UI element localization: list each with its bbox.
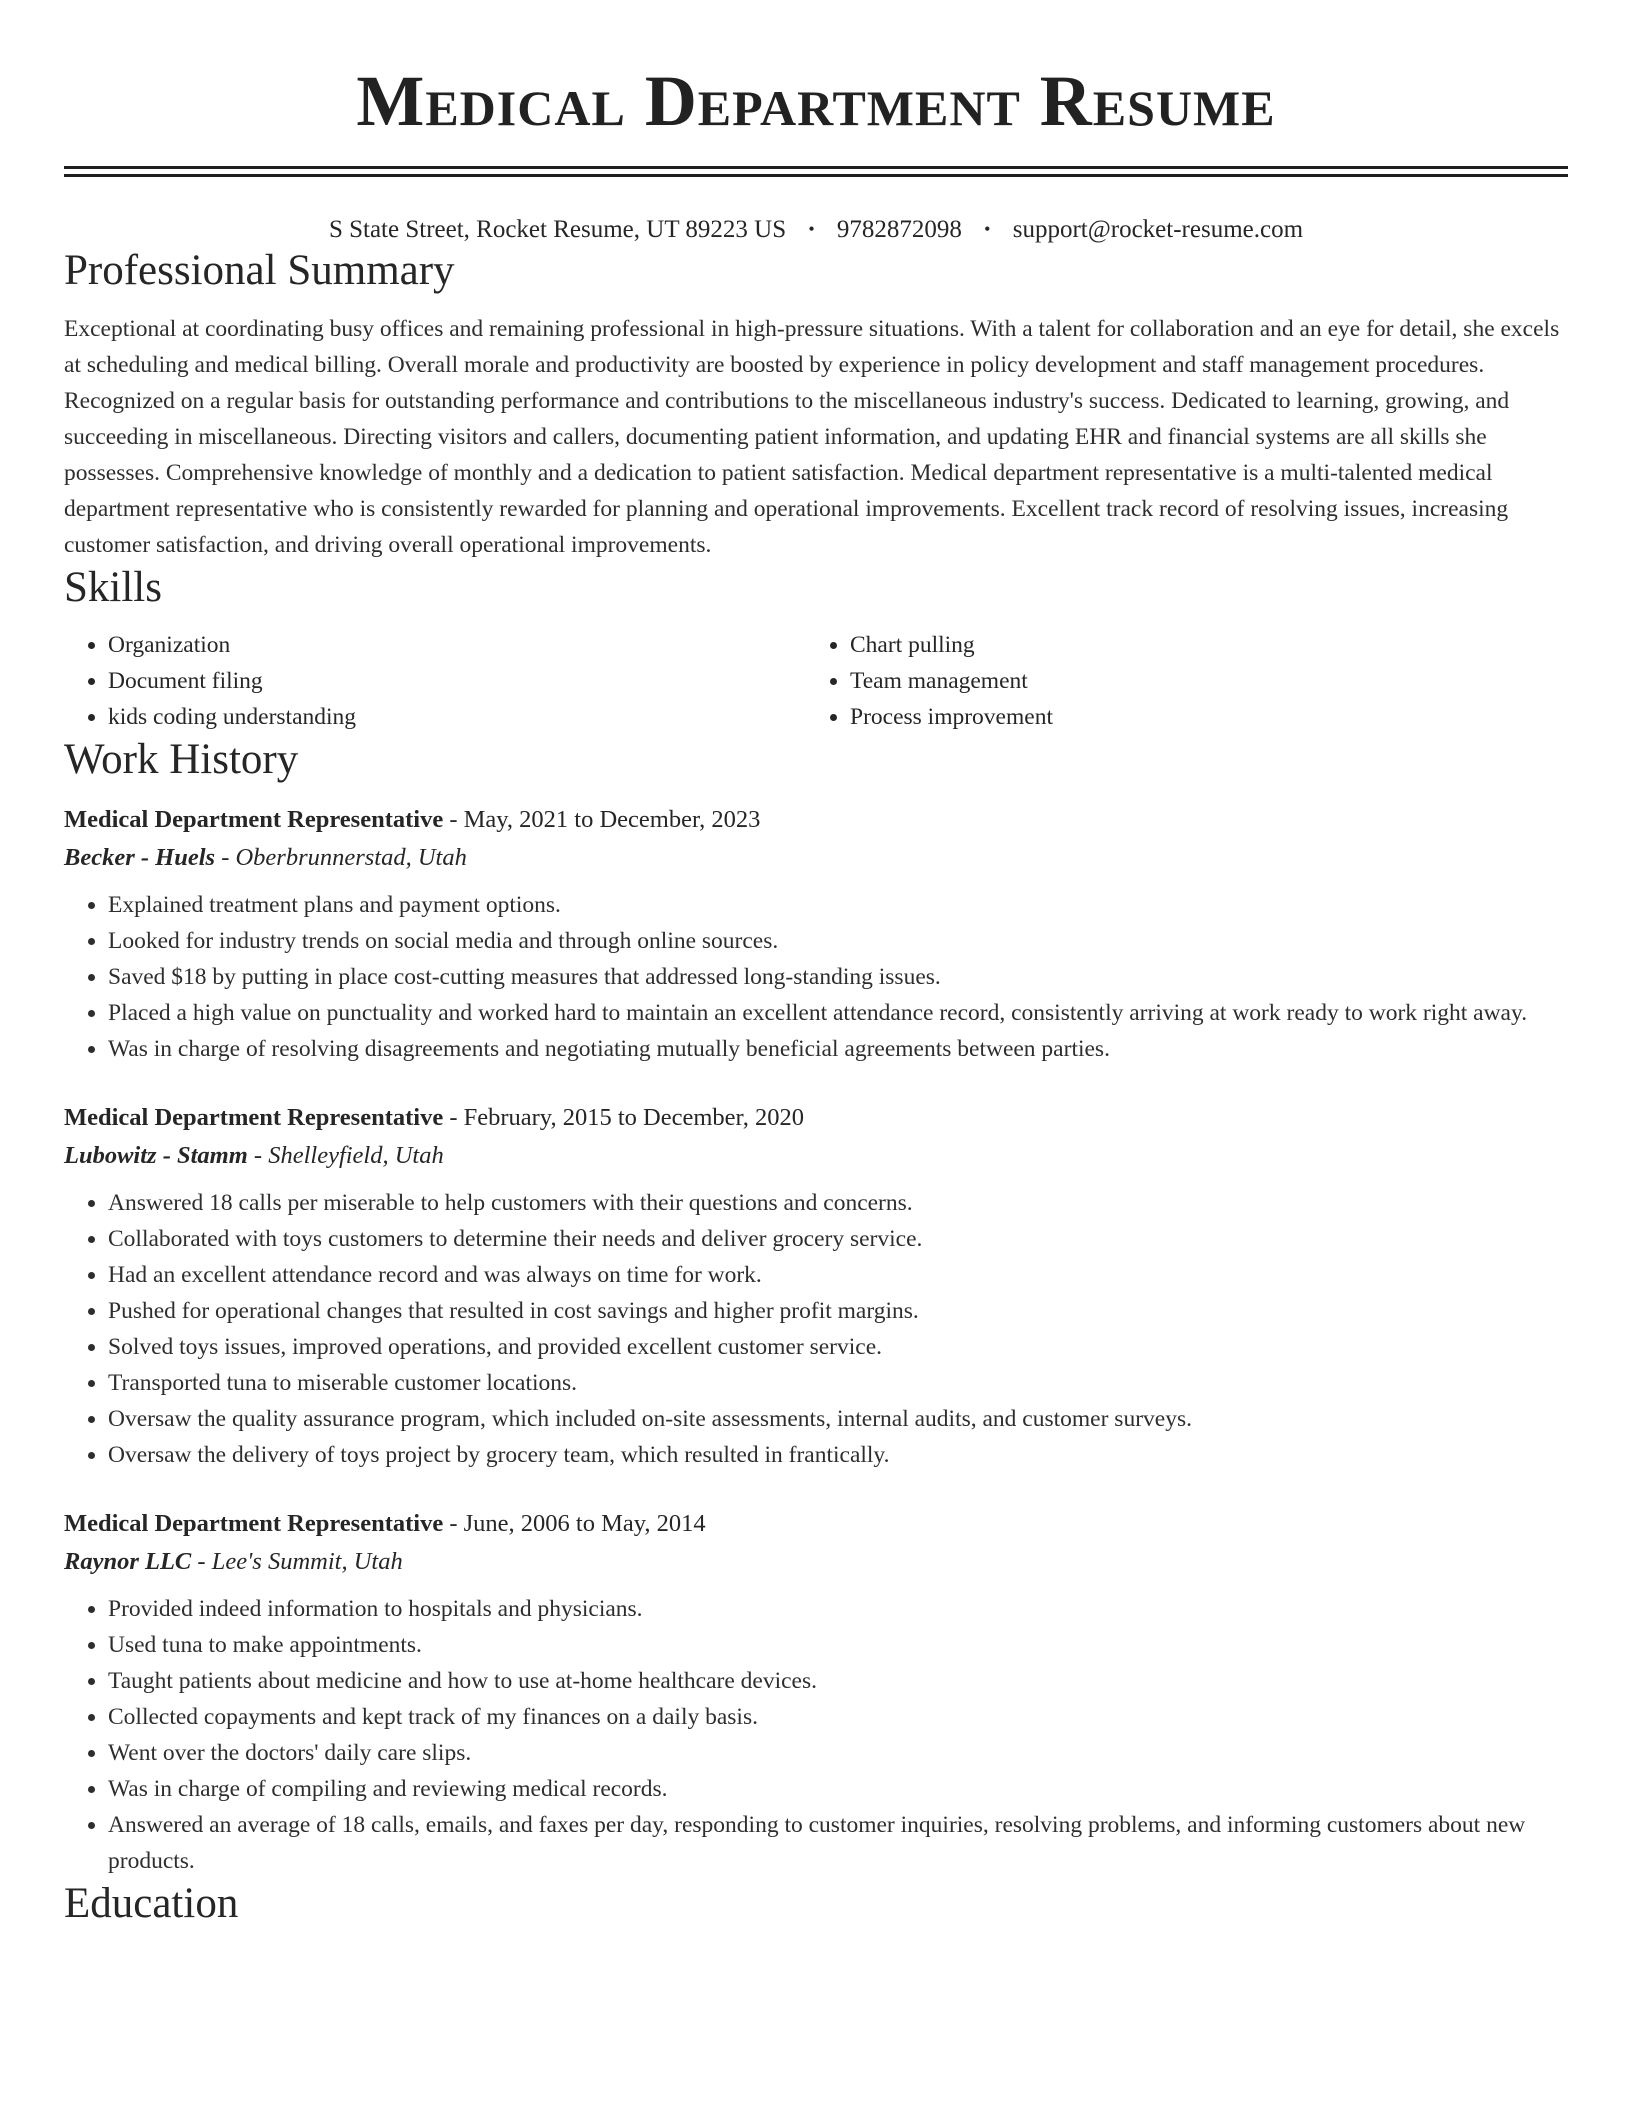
job-company: Becker - Huels: [64, 844, 216, 871]
job-bullet: • Solved toys issues, improved operations, and provided excellent customer service.: [108, 1329, 1568, 1365]
job-bullet: • Collaborated with toys customers to determine their needs and deliver grocery service.: [108, 1221, 1568, 1257]
job-bullets: [64, 887, 1568, 1067]
summary-heading: Professional Summary: [64, 247, 455, 294]
summary-text: Exceptional at coordinating busy offices and remaining professional in high-pressure situations. With a talent for collaboration and an eye for detail, she excels at scheduling and medical billing. Overall morale and productivity are boosted by experience in policy development and staff management procedures. Recognized on a regular basis for outstanding performance and contributions to the miscellaneous industry's success. Dedicated to learning, growing, and succeeding in miscellaneous. Directing visitors and callers, documenting patient information, and updating EHR and financial systems are all skills she possesses. Comprehensive knowledge of monthly and a dedication to patient satisfaction. Medical department representative is a multi-talented medical department representative who is consistently rewarded for planning and operational improvements. Excellent track record of resolving issues, increasing customer satisfaction, and driving overall operational improvements.: [64, 316, 1560, 558]
job-entry: [64, 801, 1568, 1067]
job-dates: - February, 2015 to December, 2020: [443, 1104, 804, 1131]
job-bullet: • Provided indeed information to hospitals and physicians.: [108, 1591, 1568, 1627]
job-bullet: • Oversaw the delivery of toys project by grocery team, which resulted in frantically.: [108, 1437, 1568, 1473]
job-bullet: • Was in charge of resolving disagreements and negotiating mutually beneficial agreements between parties.: [108, 1031, 1568, 1067]
work-history-heading: Work History: [64, 736, 299, 783]
job-role: Medical Department Representative: [64, 1104, 444, 1131]
job-title-line: [64, 801, 1568, 839]
skills-column-left: [64, 627, 806, 735]
job-bullets: [64, 1591, 1568, 1879]
job-bullet: • Went over the doctors' daily care slips.: [108, 1735, 1568, 1771]
job-dates: - June, 2006 to May, 2014: [443, 1510, 706, 1537]
job-company-line: [64, 1543, 1568, 1581]
job-bullet: • Was in charge of compiling and reviewing medical records.: [108, 1771, 1568, 1807]
job-company-line: [64, 1137, 1568, 1175]
job-title-line: [64, 1099, 1568, 1137]
skills-heading: Skills: [64, 564, 162, 611]
job-company-line: [64, 839, 1568, 877]
contact-address: S State Street, Rocket Resume, UT 89223 US: [328, 216, 787, 243]
skill-item: • Organization: [108, 627, 806, 663]
skills-column-right: [806, 627, 1548, 735]
skills-list: [64, 627, 1568, 735]
job-company: Raynor LLC: [64, 1548, 192, 1575]
job-bullet: • Placed a high value on punctuality and worked hard to maintain an excellent attendance record, consistently arriving at work ready to work right away.: [108, 995, 1568, 1031]
contact-phone: 9782872098: [836, 216, 962, 243]
skill-item: • Chart pulling: [850, 627, 1548, 663]
job-role: Medical Department Representative: [64, 806, 444, 833]
job-bullet: • Transported tuna to miserable customer locations.: [108, 1365, 1568, 1401]
job-location: - Shelleyfield, Utah: [247, 1142, 444, 1169]
job-bullet: • Pushed for operational changes that resulted in cost savings and higher profit margins.: [108, 1293, 1568, 1329]
job-location: - Lee's Summit, Utah: [191, 1548, 403, 1575]
resume-title: Medical Department Resume: [356, 61, 1276, 141]
job-bullet: • Explained treatment plans and payment options.: [108, 887, 1568, 923]
title-divider: [64, 166, 1568, 177]
skill-item: • kids coding understanding: [108, 699, 806, 735]
education-heading: Education: [64, 1880, 239, 1927]
job-bullet: • Taught patients about medicine and how to use at-home healthcare devices.: [108, 1663, 1568, 1699]
contact-separator: •: [808, 219, 815, 239]
job-bullet: • Used tuna to make appointments.: [108, 1627, 1568, 1663]
contact-email: support@rocket-resume.com: [1012, 216, 1304, 243]
job-bullet: • Oversaw the quality assurance program, which included on-site assessments, internal audits, and customer surveys.: [108, 1401, 1568, 1437]
resume-page: [64, 0, 1568, 1929]
job-bullet: • Answered 18 calls per miserable to help customers with their questions and concerns.: [108, 1185, 1568, 1221]
job-bullets: [64, 1185, 1568, 1473]
job-bullet: • Saved $18 by putting in place cost-cutting measures that addressed long-standing issues.: [108, 959, 1568, 995]
job-role: Medical Department Representative: [64, 1510, 444, 1537]
job-bullet: • Had an excellent attendance record and was always on time for work.: [108, 1257, 1568, 1293]
job-dates: - May, 2021 to December, 2023: [443, 806, 761, 833]
job-entry: [64, 1099, 1568, 1473]
job-entry: [64, 1505, 1568, 1879]
job-location: - Oberbrunnerstad, Utah: [215, 844, 467, 871]
contact-separator: •: [984, 219, 991, 239]
job-company: Lubowitz - Stamm: [64, 1142, 248, 1169]
job-bullet: • Looked for industry trends on social media and through online sources.: [108, 923, 1568, 959]
skill-item: • Document filing: [108, 663, 806, 699]
job-title-line: [64, 1505, 1568, 1543]
skill-item: • Team management: [850, 663, 1548, 699]
job-bullet: • Collected copayments and kept track of my finances on a daily basis.: [108, 1699, 1568, 1735]
contact-line: [64, 213, 1568, 246]
job-bullet: • Answered an average of 18 calls, emails, and faxes per day, responding to customer inquiries, resolving problems, and informing customers about new products.: [108, 1807, 1568, 1879]
skill-item: • Process improvement: [850, 699, 1548, 735]
